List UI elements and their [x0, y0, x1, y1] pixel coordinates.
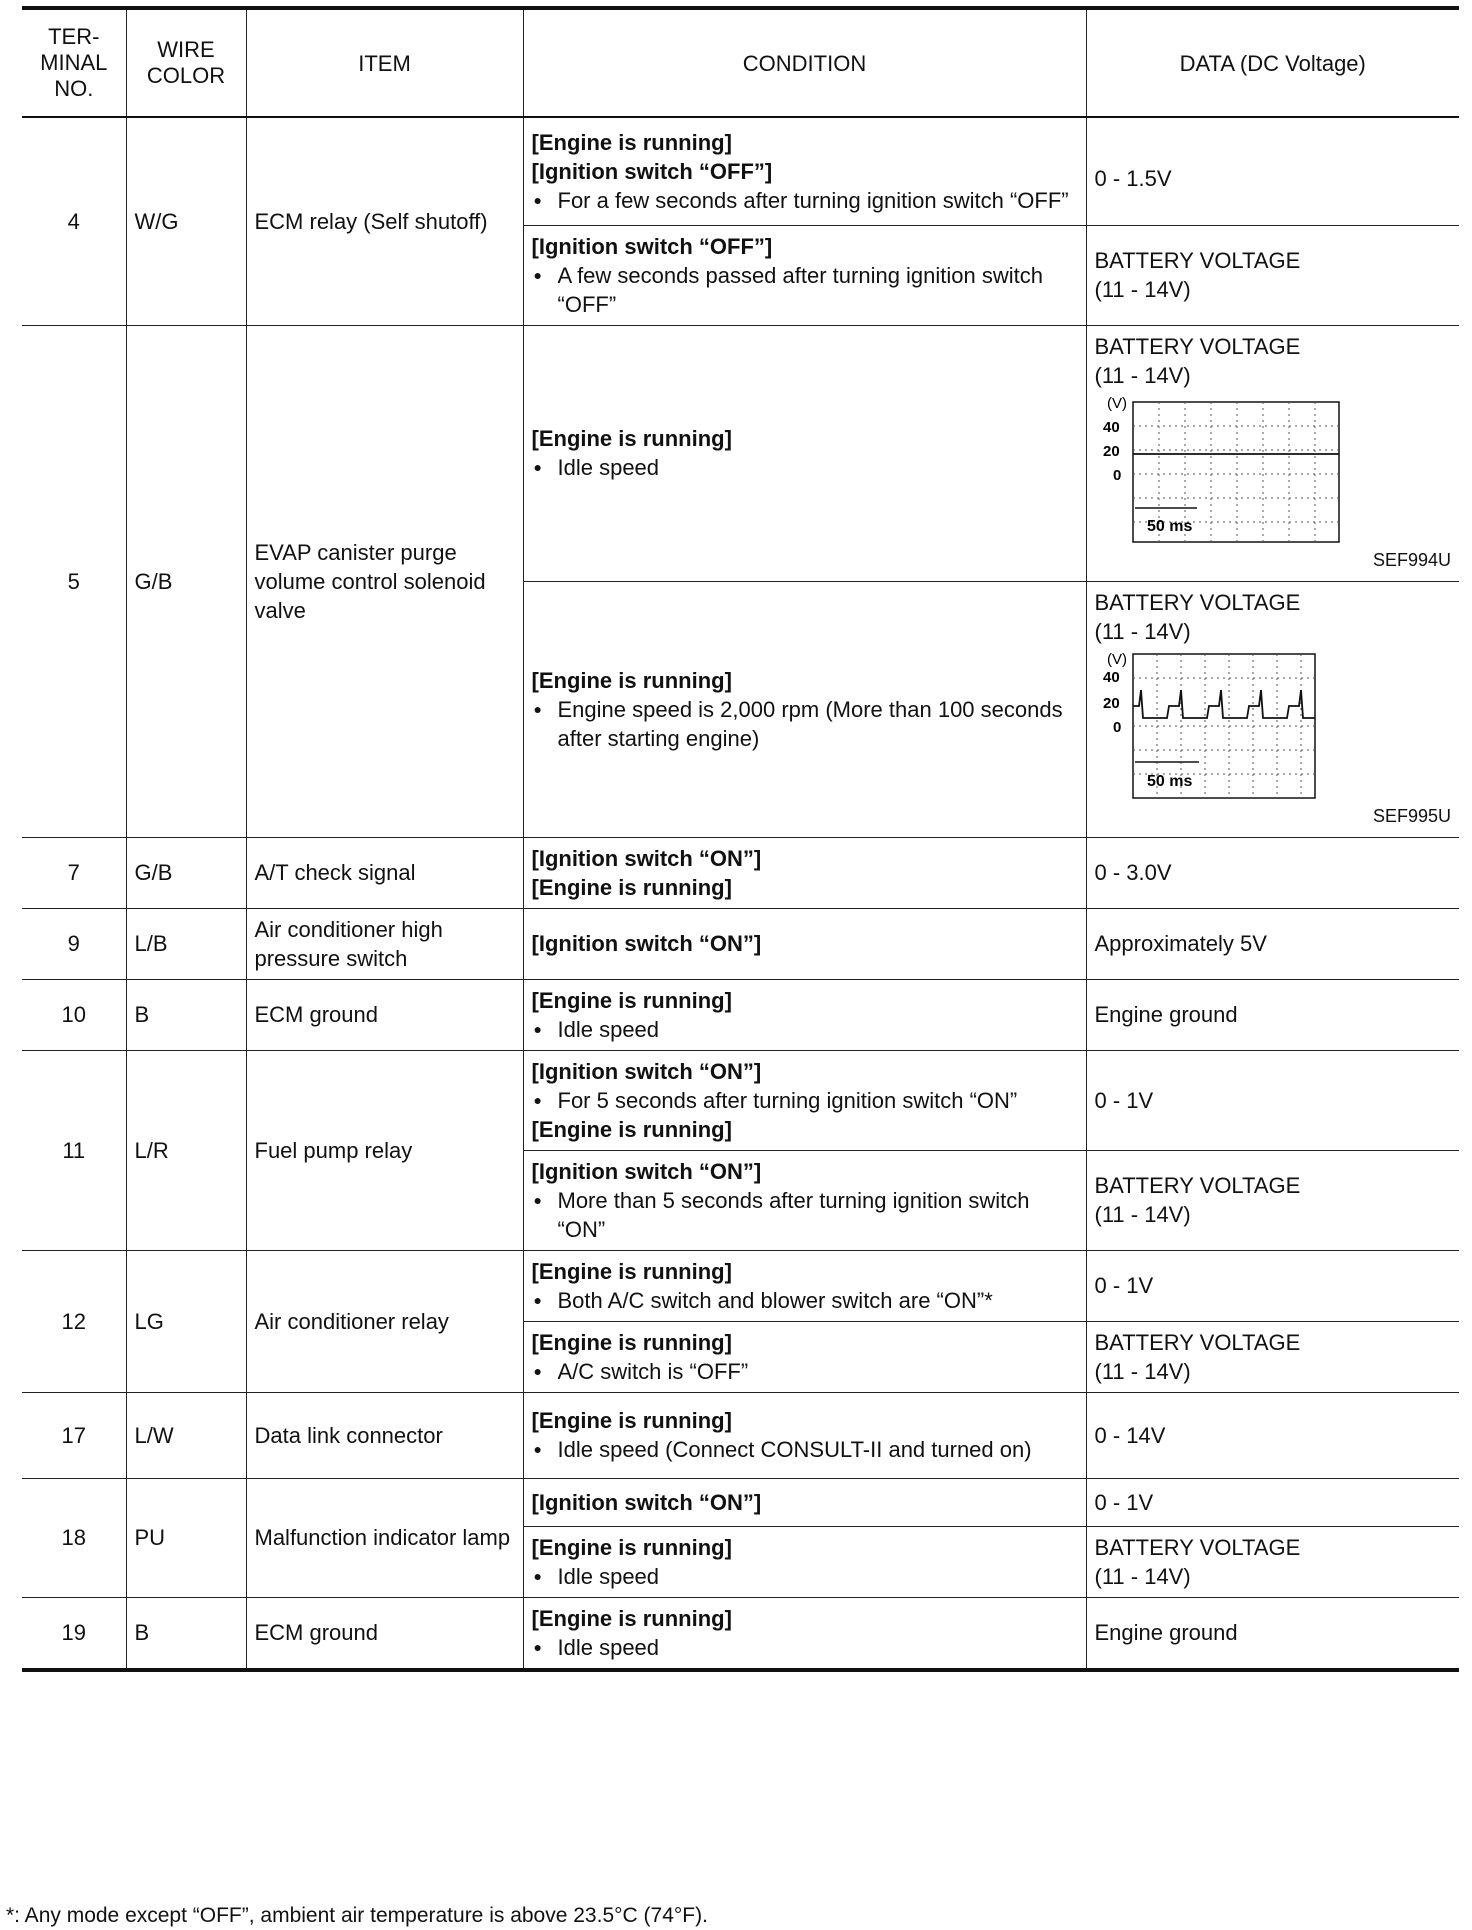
- condition-bullet: ● Idle speed (Connect CONSULT-II and turned on): [532, 1435, 1078, 1464]
- data-line: (11 - 14V): [1094, 1358, 1191, 1384]
- terminal-no: 5: [22, 325, 126, 837]
- condition: [523, 325, 1086, 581]
- item: Fuel pump relay: [246, 1050, 523, 1250]
- condition-heading: [Engine is running]: [531, 1534, 732, 1560]
- data-line: (11 - 14V): [1094, 277, 1191, 302]
- item: ECM ground: [246, 1597, 523, 1670]
- terminal-no: 9: [22, 908, 126, 979]
- condition-heading: [Engine is running]: [531, 1605, 732, 1631]
- condition-bullet: ● A/C switch is “OFF”: [532, 1357, 1078, 1386]
- data-value: [1086, 1150, 1459, 1250]
- axis-tick-0: 0: [1112, 718, 1121, 736]
- item: ECM ground: [246, 979, 523, 1050]
- condition-heading: [Engine is running]: [531, 874, 732, 900]
- condition-bullet: ● For a few seconds after turning ignition switch “OFF”: [532, 186, 1078, 215]
- header-condition: CONDITION: [523, 8, 1086, 117]
- condition-bullet: ● Idle speed: [532, 1015, 1078, 1044]
- data-value: 0 - 1V: [1086, 1050, 1459, 1150]
- wire-color: B: [126, 1597, 246, 1670]
- table-row: [22, 837, 1459, 908]
- wire-color: G/B: [126, 837, 246, 908]
- condition: [523, 1150, 1086, 1250]
- header-terminal: TER- MINAL NO.: [22, 8, 126, 117]
- axis-tick-0: 0: [1112, 466, 1121, 484]
- data-line: BATTERY VOLTAGE: [1094, 1173, 1301, 1198]
- data-value: [1086, 325, 1459, 581]
- condition-heading: [Ignition switch “ON”]: [531, 1489, 762, 1515]
- table-row: [22, 1392, 1459, 1478]
- item: Malfunction indicator lamp: [246, 1478, 523, 1597]
- condition: [523, 979, 1086, 1050]
- data-value: 0 - 1V: [1086, 1478, 1459, 1526]
- wire-color: L/B: [126, 908, 246, 979]
- item: ECM relay (Self shutoff): [246, 117, 523, 325]
- condition-heading: [Ignition switch “OFF”]: [531, 233, 773, 259]
- condition: [523, 581, 1086, 837]
- header-row: [22, 8, 1459, 117]
- condition-heading: [Engine is running]: [531, 1408, 732, 1433]
- wire-color: LG: [126, 1250, 246, 1392]
- oscilloscope-figure: [1095, 650, 1452, 800]
- header-item: ITEM: [246, 8, 523, 117]
- condition: [523, 1478, 1086, 1526]
- item: Data link connector: [246, 1392, 523, 1478]
- header-data: DATA (DC Voltage): [1086, 8, 1459, 117]
- data-value: [1086, 225, 1459, 325]
- data-value: [1086, 1321, 1459, 1392]
- condition-heading: [Ignition switch “ON”]: [531, 1158, 762, 1184]
- axis-tick-40: 40: [1102, 668, 1120, 686]
- oscilloscope-idle: [1095, 394, 1345, 544]
- table-row: [22, 117, 1459, 225]
- condition: [523, 1392, 1086, 1478]
- axis-tick-20: 20: [1102, 442, 1120, 460]
- data-value: Engine ground: [1086, 1597, 1459, 1670]
- terminal-no: 4: [22, 117, 126, 325]
- waveform-trace: [1133, 690, 1315, 718]
- terminal-no: 17: [22, 1392, 126, 1478]
- condition-bullet: ● Idle speed: [532, 1562, 1078, 1591]
- data-line: (11 - 14V): [1094, 1202, 1191, 1227]
- table-row: [22, 979, 1459, 1050]
- table-row: [22, 908, 1459, 979]
- condition-heading: [Engine is running]: [531, 129, 732, 155]
- condition-heading: [Engine is running]: [531, 426, 732, 451]
- data-line: BATTERY VOLTAGE: [1094, 589, 1301, 615]
- condition: [523, 1597, 1086, 1670]
- data-value: Engine ground: [1086, 979, 1459, 1050]
- condition-bullet: ● Both A/C switch and blower switch are “ON”*: [532, 1286, 1078, 1315]
- terminal-no: 11: [22, 1050, 126, 1250]
- condition-bullet: ● Idle speed: [532, 453, 1078, 482]
- table-row: [22, 1478, 1459, 1526]
- table-row: [22, 325, 1459, 581]
- table-row: [22, 1597, 1459, 1670]
- item: Air conditioner high pressure switch: [246, 908, 523, 979]
- wire-color: L/W: [126, 1392, 246, 1478]
- data-value: 0 - 1V: [1086, 1250, 1459, 1321]
- data-line: (11 - 14V): [1094, 618, 1191, 644]
- page: [22, 6, 1459, 1672]
- oscilloscope-figure: [1095, 394, 1452, 544]
- data-line: BATTERY VOLTAGE: [1094, 333, 1301, 359]
- table-row: [22, 1050, 1459, 1150]
- terminal-no: 18: [22, 1478, 126, 1597]
- ecm-terminal-table: [22, 6, 1459, 1672]
- condition: [523, 1321, 1086, 1392]
- condition-bullet: ● More than 5 seconds after turning ignition switch “ON”: [532, 1186, 1078, 1244]
- time-span-label: 50 ms: [1146, 517, 1192, 535]
- header-wire-color: WIRE COLOR: [126, 8, 246, 117]
- wire-color: G/B: [126, 325, 246, 837]
- terminal-no: 19: [22, 1597, 126, 1670]
- figure-id: SEF995U: [1372, 805, 1451, 826]
- axis-tick-20: 20: [1102, 694, 1120, 712]
- condition-bullet: ● Engine speed is 2,000 rpm (More than 100 seconds after starting engine): [532, 695, 1078, 753]
- condition-bullet: ● For 5 seconds after turning ignition switch “ON”: [532, 1086, 1078, 1115]
- condition-heading: [Engine is running]: [531, 1116, 732, 1142]
- axis-tick-40: 40: [1102, 418, 1120, 436]
- table-row: [22, 1250, 1459, 1321]
- oscilloscope-2000rpm: [1095, 650, 1345, 800]
- terminal-no: 7: [22, 837, 126, 908]
- data-line: BATTERY VOLTAGE: [1094, 1534, 1301, 1560]
- wire-color: PU: [126, 1478, 246, 1597]
- data-value: 0 - 3.0V: [1086, 837, 1459, 908]
- terminal-no: 12: [22, 1250, 126, 1392]
- condition: [523, 117, 1086, 225]
- data-value: 0 - 14V: [1086, 1392, 1459, 1478]
- condition-heading: [Ignition switch “ON”]: [531, 1058, 762, 1084]
- condition-heading: [Engine is running]: [531, 987, 732, 1013]
- terminal-no: 10: [22, 979, 126, 1050]
- data-value: [1086, 1526, 1459, 1597]
- wire-color: B: [126, 979, 246, 1050]
- condition-heading: [Engine is running]: [531, 667, 732, 693]
- data-value: 0 - 1.5V: [1086, 117, 1459, 225]
- wire-color: L/R: [126, 1050, 246, 1250]
- item: A/T check signal: [246, 837, 523, 908]
- condition-heading: [Ignition switch “ON”]: [531, 845, 762, 871]
- condition-heading: [Ignition switch “OFF”]: [531, 158, 773, 184]
- condition: [523, 908, 1086, 979]
- condition-bullet: ● A few seconds passed after turning ignition switch “OFF”: [532, 261, 1078, 319]
- item: EVAP canister purge volume control solenoid valve: [246, 325, 523, 837]
- condition-heading: [Engine is running]: [531, 1258, 732, 1284]
- condition: [523, 1250, 1086, 1321]
- data-line: BATTERY VOLTAGE: [1094, 248, 1301, 273]
- data-line: (11 - 14V): [1094, 362, 1191, 388]
- condition: [523, 1526, 1086, 1597]
- data-value: Approximately 5V: [1086, 908, 1459, 979]
- condition-bullet: ● Idle speed: [532, 1633, 1078, 1662]
- axis-unit: (V): [1106, 650, 1127, 668]
- condition-heading: [Engine is running]: [531, 1329, 732, 1355]
- time-span-label: 50 ms: [1146, 772, 1192, 790]
- condition: [523, 225, 1086, 325]
- figure-id: SEF994U: [1372, 549, 1451, 570]
- wire-color: W/G: [126, 117, 246, 325]
- condition-heading: [Ignition switch “ON”]: [531, 931, 762, 956]
- data-line: (11 - 14V): [1094, 1563, 1191, 1589]
- axis-unit: (V): [1106, 394, 1127, 412]
- condition: [523, 1050, 1086, 1150]
- footnote: *: Any mode except “OFF”, ambient air temperature is above 23.5°C (74°F).: [6, 1904, 708, 1927]
- data-line: BATTERY VOLTAGE: [1094, 1329, 1301, 1355]
- item: Air conditioner relay: [246, 1250, 523, 1392]
- data-value: [1086, 581, 1459, 837]
- condition: [523, 837, 1086, 908]
